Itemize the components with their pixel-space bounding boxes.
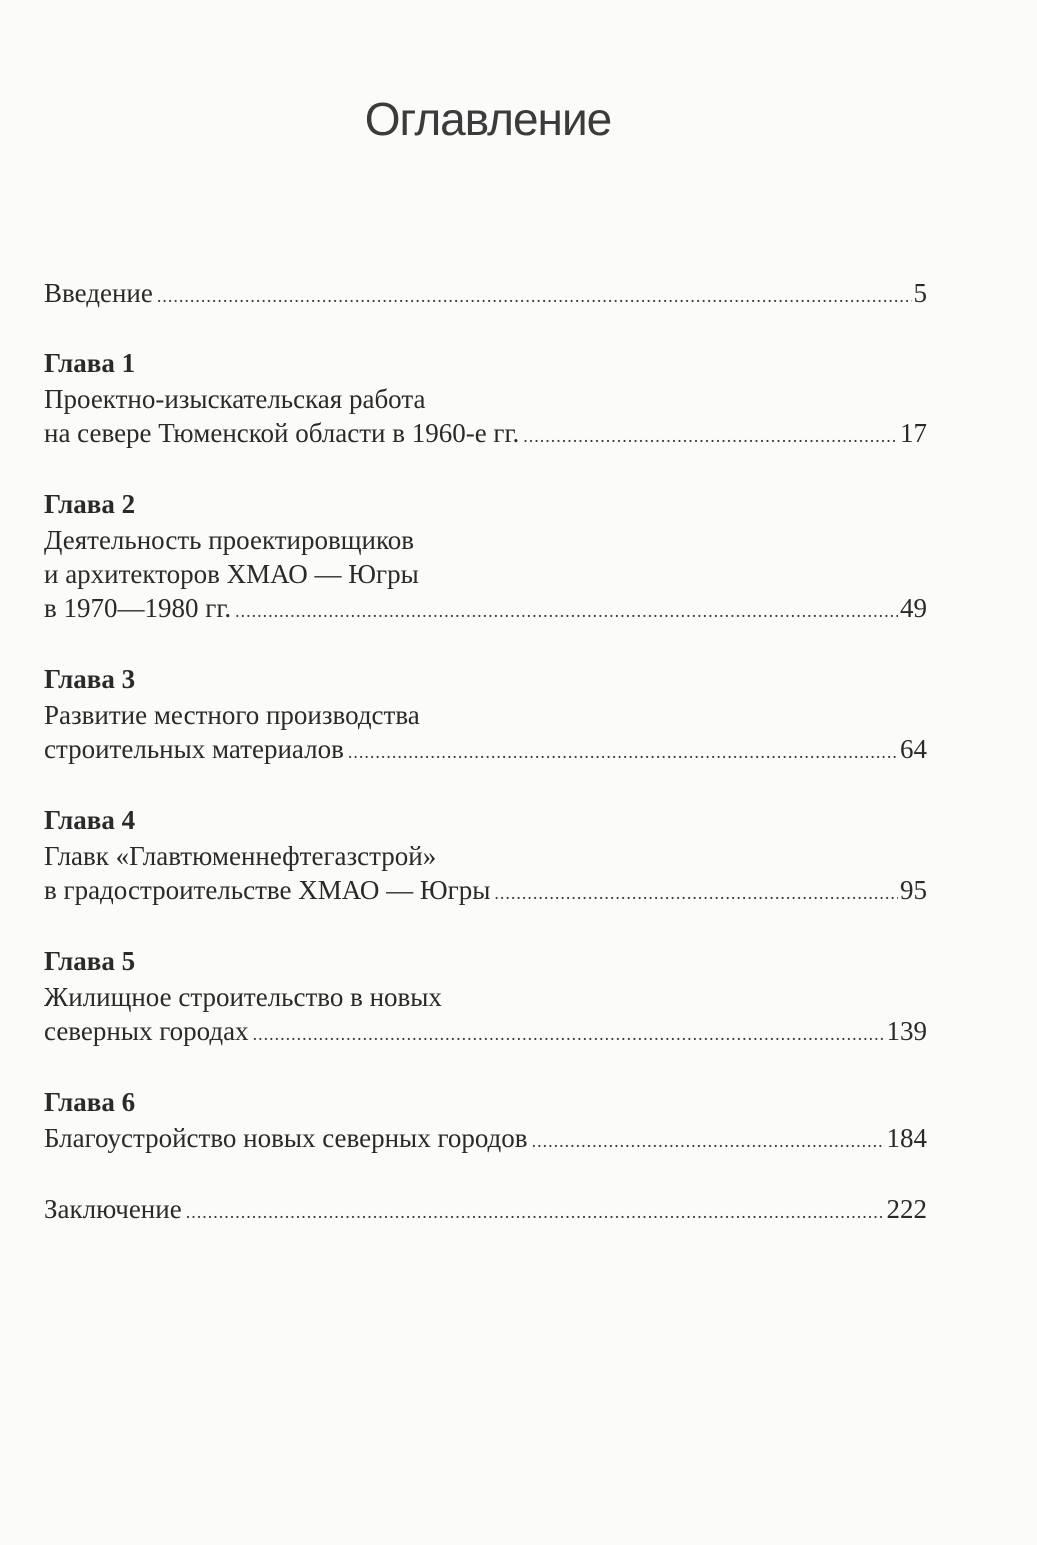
toc-line	[44, 1192, 927, 1229]
page-number: 95	[900, 875, 927, 905]
chapter-title-line: Проектно-изыскательская работа	[44, 384, 426, 414]
toc-line	[44, 1014, 927, 1051]
dot-leader	[523, 419, 898, 453]
dot-leader	[348, 735, 898, 769]
toc-line	[44, 416, 927, 453]
chapter-label: Глава 1	[44, 348, 136, 378]
dot-leader	[157, 279, 912, 313]
page-title: Оглавление	[364, 93, 612, 145]
toc-line	[44, 873, 927, 910]
page-number: 64	[900, 734, 927, 764]
chapter-title-line: строительных материалов	[44, 734, 344, 764]
chapter-label: Глава 2	[44, 489, 136, 519]
chapter-title-line: в 1970—1980 гг.	[44, 593, 232, 623]
toc-entry-chapter-3	[44, 662, 927, 769]
page-number: 17	[900, 418, 927, 448]
chapter-title-line: Жилищное строительство в новых	[44, 982, 442, 1012]
chapter-title-line: в градостроительстве ХМАО — Югры	[44, 875, 491, 905]
toc-entry-title: Заключение	[44, 1194, 182, 1224]
toc-line	[44, 1121, 927, 1158]
dot-leader	[253, 1017, 885, 1051]
page-number: 184	[886, 1123, 927, 1153]
chapter-title-line: Деятельность проектировщиков	[44, 525, 414, 555]
dot-leader	[186, 1195, 885, 1229]
chapter-title-line: на севере Тюменской области в 1960-е гг.	[44, 418, 520, 448]
chapter-label: Глава 5	[44, 946, 136, 976]
page-number: 139	[886, 1016, 927, 1046]
toc-entry-introduction	[44, 276, 927, 313]
chapter-label: Глава 3	[44, 664, 136, 694]
toc-line	[44, 591, 927, 628]
chapter-title-line: Главк «Главтюменнефтегазстрой»	[44, 841, 437, 871]
chapter-label: Глава 4	[44, 805, 136, 835]
dot-leader	[494, 876, 898, 910]
toc-line	[44, 732, 927, 769]
page-number: 49	[900, 593, 927, 623]
chapter-title-line: Развитие местного производства	[44, 700, 420, 730]
toc-entry-chapter-1	[44, 346, 927, 453]
dot-leader	[235, 594, 898, 628]
toc-entry-conclusion	[44, 1192, 927, 1229]
dot-leader	[532, 1124, 885, 1158]
page-number: 5	[913, 278, 927, 308]
chapter-title-line: Благоустройство новых северных городов	[44, 1123, 528, 1153]
table-of-contents	[44, 276, 927, 1262]
toc-line	[44, 276, 927, 313]
chapter-title-line: и архитекторов ХМАО — Югры	[44, 559, 419, 589]
toc-entry-chapter-2	[44, 487, 927, 628]
toc-entry-chapter-4	[44, 803, 927, 910]
chapter-label: Глава 6	[44, 1087, 136, 1117]
toc-entry-title: Введение	[44, 278, 153, 308]
toc-entry-chapter-5	[44, 944, 927, 1051]
toc-entry-chapter-6	[44, 1085, 927, 1158]
page-number: 222	[886, 1194, 927, 1224]
chapter-title-line: северных городах	[44, 1016, 249, 1046]
